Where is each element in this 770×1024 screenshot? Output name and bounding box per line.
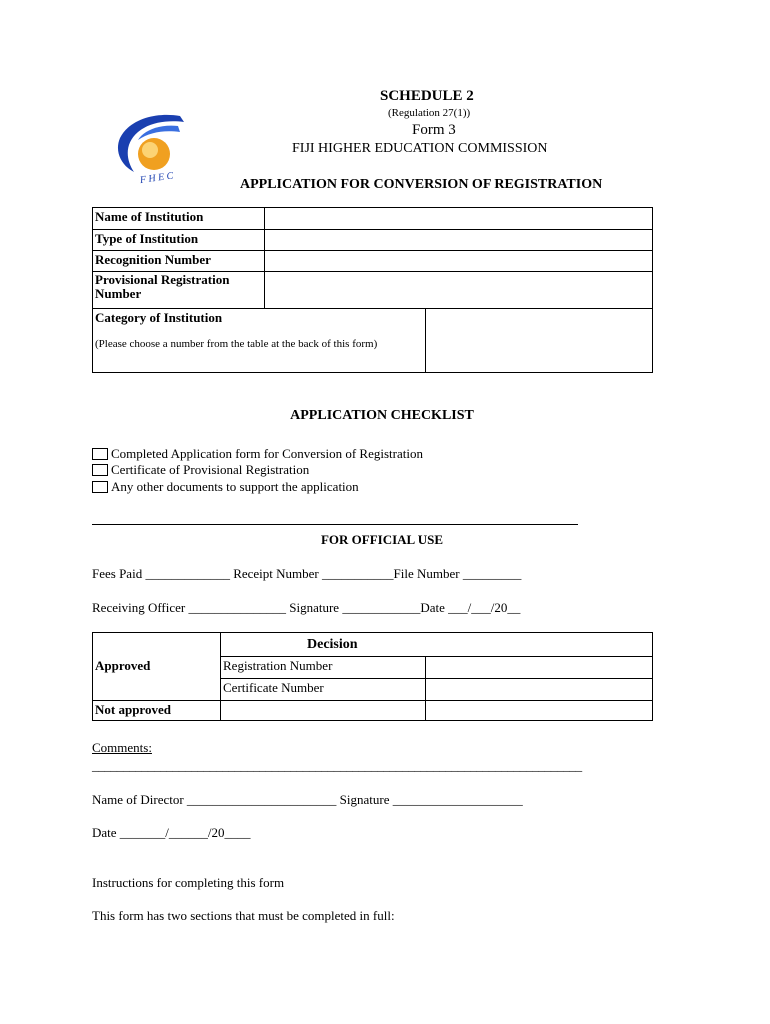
director-date-line: Date _______/______/20____: [92, 825, 251, 840]
logo-text: F H E C: [139, 170, 175, 187]
checklist-item-label: Certificate of Provisional Registration: [111, 462, 310, 477]
registration-number-label: Registration Number: [221, 657, 426, 679]
fees-receipt-file-line: Fees Paid _____________ Receipt Number ___________File Number _________: [92, 566, 522, 581]
institution-details-table: [92, 207, 653, 373]
checklist-item: [92, 479, 359, 495]
field-category-of-institution[interactable]: [426, 309, 653, 373]
field-type-of-institution[interactable]: [265, 230, 653, 251]
label-recognition-number: Recognition Number: [93, 251, 265, 272]
receiving-officer-line: Receiving Officer _______________ Signature ____________Date ___/___/20__: [92, 600, 521, 615]
label-type-of-institution: Type of Institution: [93, 230, 265, 251]
label-category-of-institution: Category of Institution: [95, 310, 223, 325]
form-number: Form 3: [412, 122, 456, 138]
field-recognition-number[interactable]: [265, 251, 653, 272]
checklist-title: APPLICATION CHECKLIST: [290, 408, 474, 423]
official-use-title: FOR OFFICIAL USE: [320, 532, 444, 547]
not-approved-label: Not approved: [93, 701, 221, 721]
field-provisional-registration-number[interactable]: [265, 272, 653, 309]
official-use-divider: [92, 524, 578, 525]
checkbox[interactable]: [92, 464, 108, 476]
decision-table: [92, 632, 653, 721]
comments-line[interactable]: _______________________________________________________________________________: [92, 758, 582, 773]
certificate-number-field[interactable]: [426, 679, 653, 701]
label-name-of-institution: Name of Institution: [93, 208, 265, 230]
schedule-heading: SCHEDULE 2: [380, 88, 474, 104]
regulation-reference: (Regulation 27(1)): [388, 107, 471, 119]
category-note: (Please choose a number from the table at the back of this form): [95, 338, 378, 350]
instructions-title: Instructions for completing this form: [92, 875, 285, 890]
comments-label: Comments:: [92, 740, 152, 755]
not-approved-field-extra[interactable]: [426, 701, 653, 721]
commission-name: FIJI HIGHER EDUCATION COMMISSION: [292, 141, 548, 156]
checklist-item: [92, 446, 423, 462]
not-approved-field[interactable]: [221, 701, 426, 721]
checklist-item-label: Any other documents to support the application: [111, 479, 359, 494]
instructions-text: This form has two sections that must be completed in full:: [92, 908, 395, 923]
label-provisional-registration-number: Provisional Registration Number: [93, 272, 265, 309]
field-name-of-institution[interactable]: [265, 208, 653, 230]
checkbox[interactable]: [92, 481, 108, 493]
category-cell: [93, 309, 426, 373]
decision-blank-cell: [93, 633, 221, 657]
decision-title: Decision: [221, 633, 653, 657]
registration-number-field[interactable]: [426, 657, 653, 679]
checklist-item: [92, 462, 309, 478]
form-title: APPLICATION FOR CONVERSION OF REGISTRATION: [240, 177, 603, 192]
checklist-item-label: Completed Application form for Conversion of Registration: [111, 446, 423, 461]
checkbox[interactable]: [92, 448, 108, 460]
certificate-number-label: Certificate Number: [221, 679, 426, 701]
approved-label: Approved: [93, 657, 221, 701]
fhec-logo: [108, 108, 190, 190]
director-signature-line: Name of Director _______________________ Signature ____________________: [92, 792, 523, 807]
